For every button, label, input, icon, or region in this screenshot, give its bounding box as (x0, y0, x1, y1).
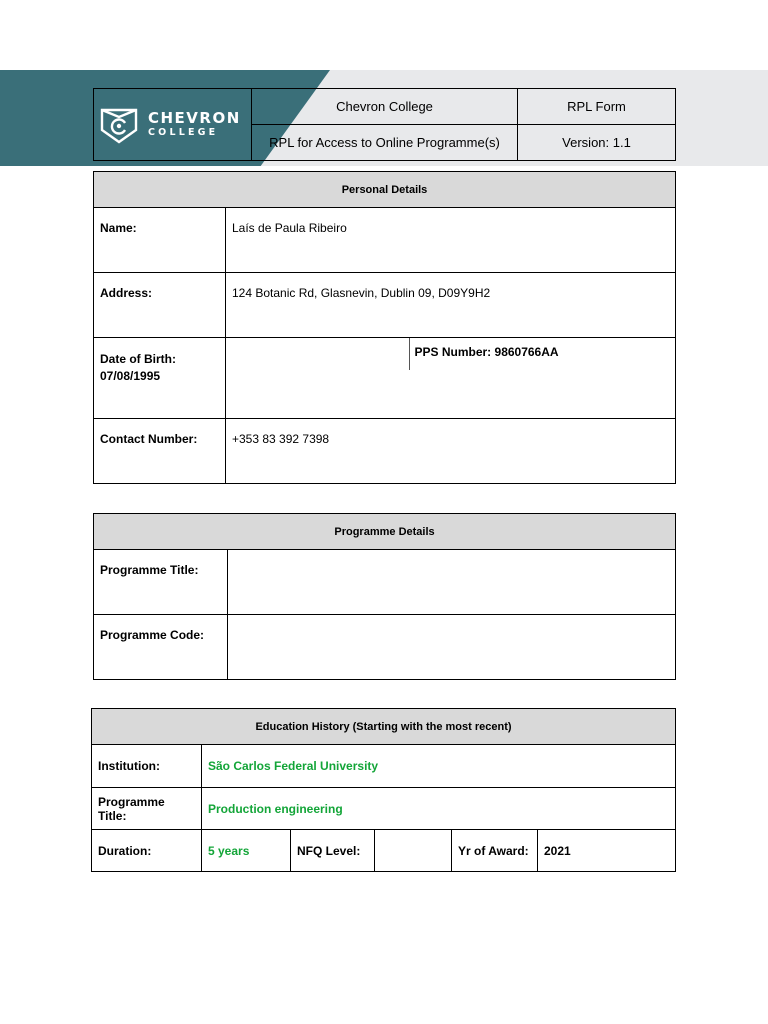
college-name: Chevron College (252, 89, 518, 125)
pps-cell[interactable] (409, 338, 676, 419)
dob-label: Date of Birth: (100, 352, 176, 366)
address-label: Address: (94, 273, 226, 338)
pps-label: PPS Number: 9860766AA (414, 345, 559, 359)
edu-programme-title-field[interactable]: Production engineering (202, 788, 676, 830)
duration-field[interactable]: 5 years (202, 830, 291, 872)
personal-details-title: Personal Details (94, 172, 676, 208)
nfq-level-label: NFQ Level: (291, 830, 375, 872)
education-history-title: Education History (Starting with the most recent) (92, 709, 676, 745)
programme-title-label: Programme Title: (94, 550, 228, 615)
programme-details-table (93, 513, 676, 680)
logo-cell (94, 89, 252, 161)
nfq-level-field[interactable] (375, 830, 452, 872)
college-logo (98, 104, 251, 146)
contact-label: Contact Number: (94, 419, 226, 484)
address-field[interactable]: 124 Botanic Rd, Glasnevin, Dublin 09, D09Y9H2 (226, 273, 676, 338)
form-header-table (93, 88, 676, 161)
form-version: Version: 1.1 (518, 125, 676, 161)
logo-text-chevron: CHEVRON (148, 109, 241, 128)
education-history-table (91, 708, 676, 872)
pps-divider (409, 338, 410, 370)
dob-cell (94, 338, 226, 419)
form-name: RPL Form (518, 89, 676, 125)
year-of-award-label: Yr of Award: (452, 830, 538, 872)
programme-title-field[interactable] (228, 550, 676, 615)
programme-code-label: Programme Code: (94, 615, 228, 680)
dob-value[interactable]: 07/08/1995 (100, 369, 161, 383)
institution-label: Institution: (92, 745, 202, 788)
dob-field[interactable] (226, 338, 409, 419)
personal-details-table (93, 171, 676, 484)
name-label: Name: (94, 208, 226, 273)
year-of-award-field[interactable]: 2021 (538, 830, 676, 872)
programme-code-field[interactable] (228, 615, 676, 680)
edu-programme-title-label: Programme Title: (92, 788, 202, 830)
form-subtitle: RPL for Access to Online Programme(s) (252, 125, 518, 161)
programme-details-title: Programme Details (94, 514, 676, 550)
duration-label: Duration: (92, 830, 202, 872)
logo-text-college: COLLEGE (148, 127, 219, 139)
institution-field[interactable]: São Carlos Federal University (202, 745, 676, 788)
contact-field[interactable]: +353 83 392 7398 (226, 419, 676, 484)
name-field[interactable]: Laís de Paula Ribeiro (226, 208, 676, 273)
chevron-shield-icon (98, 104, 140, 146)
